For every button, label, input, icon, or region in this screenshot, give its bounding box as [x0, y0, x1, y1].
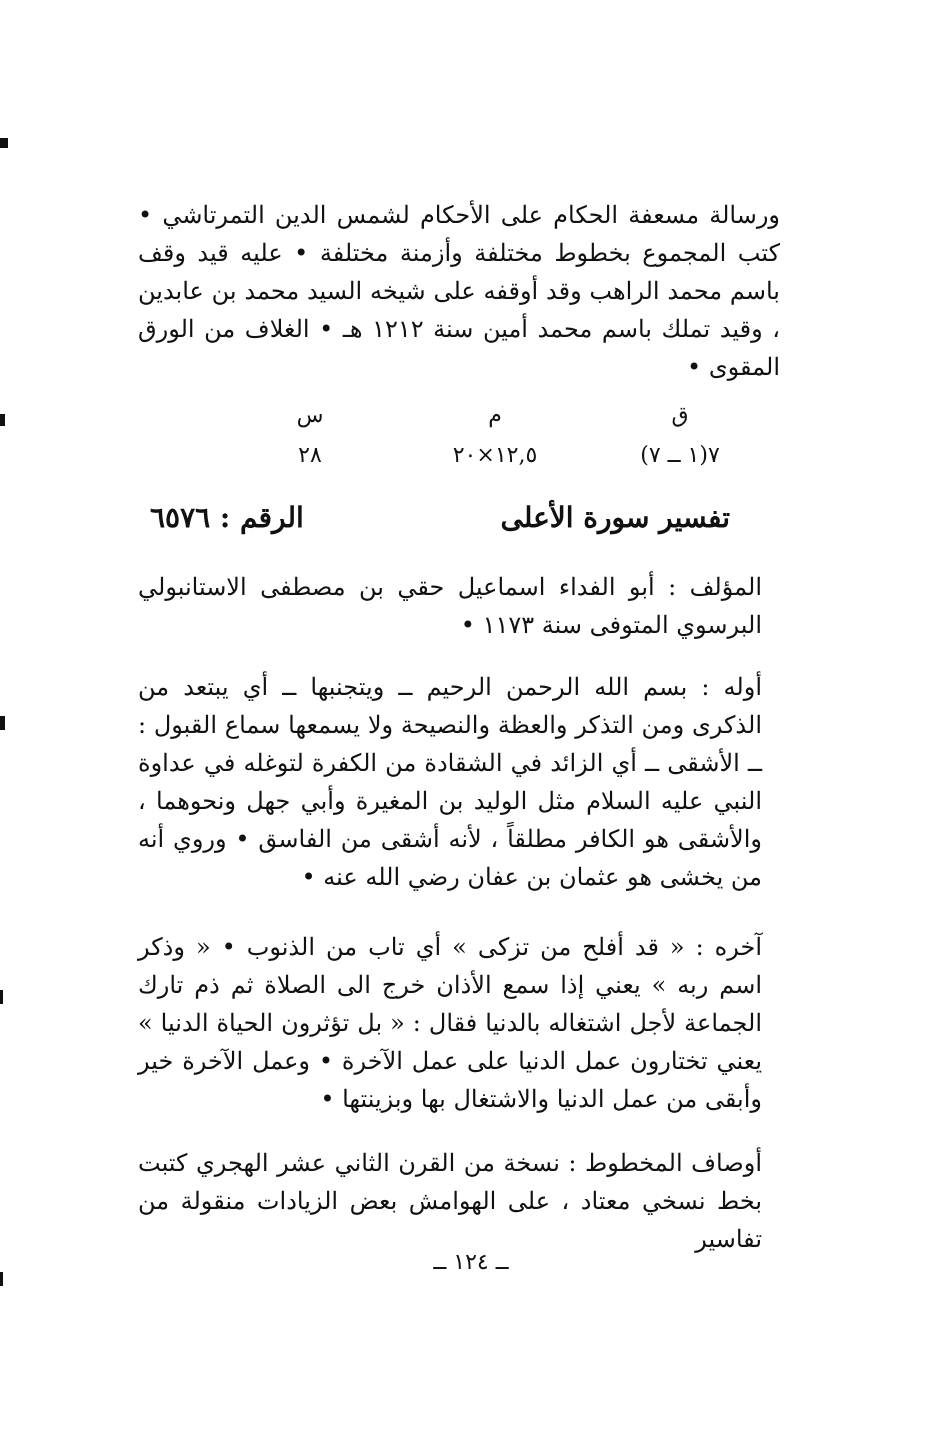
ending-paragraph: آخره : « قد أفلح من تزكى » أي تاب من الذنوب • « وذكر اسم ربه » يعني إذا سمع الأذان خرج الى الصلاة ثم ذم تارك الجماعة لأجل اشتغاله بالدنيا فقال : « بل تؤثرون الحياة الدنيا » يعني تختارون عمل الدنيا على عمل الآخرة • وعمل الآخرة خير وأبقى من عمل الدنيا والاشتغال بها وبزينتها • — [138, 933, 762, 1113]
size-table-value-row — [230, 436, 760, 476]
beginning-block — [138, 668, 780, 896]
page-number: ــ ١٢٤ ــ — [433, 1250, 509, 1275]
size-value-lines: ٢٨ — [298, 443, 322, 468]
size-header-dimensions: م — [488, 403, 502, 428]
ending-block — [138, 928, 780, 1118]
entry-title: تفسير سورة الأعلى — [500, 501, 730, 534]
entry-number: الرقم : ٦٥٧٦ — [150, 501, 304, 534]
description-paragraph: أوصاف المخطوط : نسخة من القرن الثاني عشر الهجري كتبت بخط نسخي معتاد ، على الهوامش بعض الزيادات منقولة من تفاسير — [138, 1149, 762, 1253]
beginning-paragraph: أوله : بسم الله الرحمن الرحيم ــ ويتجنبها ــ أي يبتعد من الذكرى ومن التذكر والعظة والنصيحة ولا يسمعها سماع القبول : ــ الأشقى ــ أي الزائد في الشقادة من الكفرة لتوغله في عداوة النبي عليه السلام مثل الوليد بن المغيرة وأبي جهل ونحوهما ، والأشقى هو الكافر مطلقاً ، لأنه أشقى من الفاسق • وروي أنه من يخشى هو عثمان بن عفان رضي الله عنه • — [138, 673, 762, 891]
description-block — [138, 1144, 780, 1258]
size-header-leaves: ق — [671, 403, 689, 428]
size-table-header-row — [230, 396, 760, 436]
entry-heading — [150, 496, 730, 540]
size-header-lines: س — [296, 403, 324, 428]
margin-mark — [0, 138, 8, 148]
author-paragraph: المؤلف : أبو الفداء اسماعيل حقي بن مصطفى الاستانبولي البرسوي المتوفى سنة ١١٧٣ • — [138, 573, 762, 639]
margin-mark — [0, 990, 3, 1004]
margin-mark — [0, 716, 5, 730]
size-table — [230, 396, 760, 476]
size-value-leaves: ٧(١ ــ ٧) — [640, 443, 720, 468]
intro-paragraph-block — [138, 196, 780, 386]
intro-paragraph: ورسالة مسعفة الحكام على الأحكام لشمس الدين التمرتاشي • كتب المجموع بخطوط مختلفة وأزمنة مختلفة • عليه قيد وقف باسم محمد الراهب وقد أوقفه على شيخه السيد محمد بن عابدين ، وقيد تملك باسم محمد أمين سنة ١٢١٢ هـ • الغلاف من الورق المقوى • — [138, 201, 780, 381]
author-block — [138, 568, 780, 644]
margin-mark — [0, 414, 5, 426]
size-value-dimensions: ١٢,٥×٢٠ — [452, 443, 538, 468]
